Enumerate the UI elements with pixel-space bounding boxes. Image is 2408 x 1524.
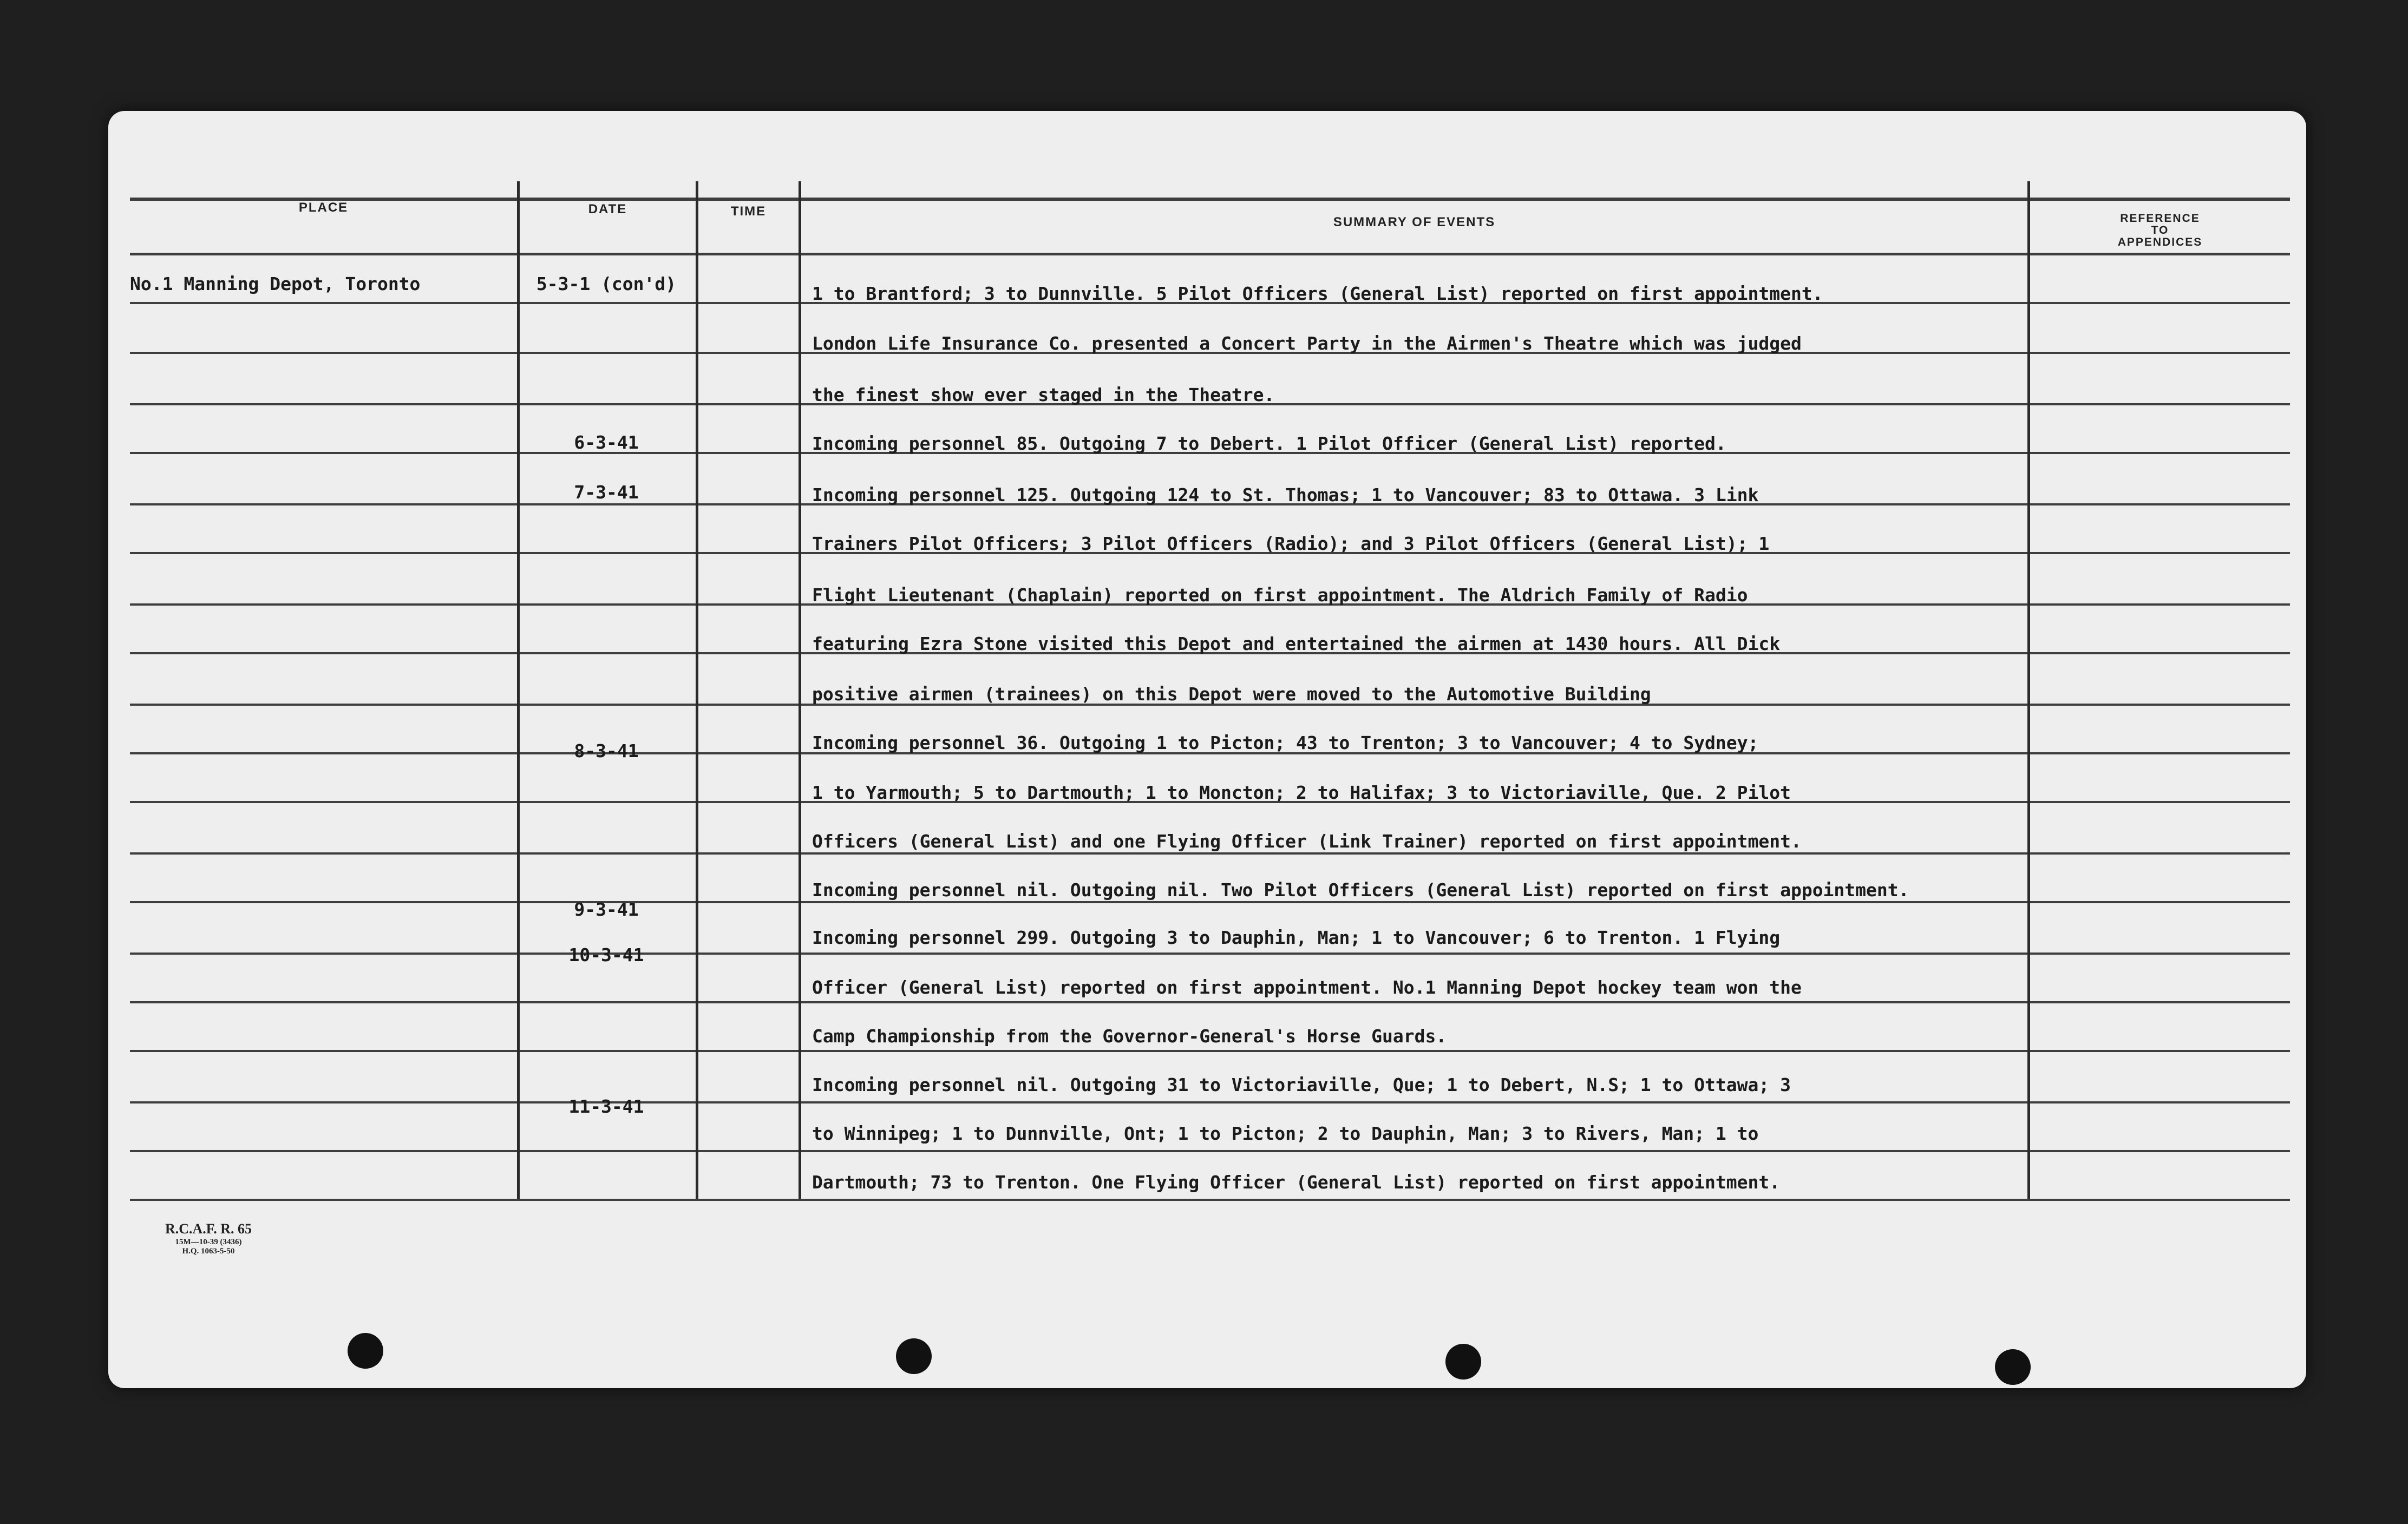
summary-line: to Winnipeg; 1 to Dunnville, Ont; 1 to Picton; 2 to Dauphin, Man; 3 to Rivers, Man; 1 to [812, 1123, 1759, 1144]
summary-line: Incoming personnel 299. Outgoing 3 to Dauphin, Man; 1 to Vancouver; 6 to Trenton. 1 Flying [812, 927, 1781, 948]
summary-line: Incoming personnel 85. Outgoing 7 to Debert. 1 Pilot Officer (General List) reported. [812, 433, 1726, 454]
header-reference-line: TO [2151, 224, 2169, 237]
form-bottom-rule [130, 1199, 2290, 1201]
header-date: DATE [588, 202, 627, 216]
header-time: TIME [730, 204, 767, 219]
summary-line: Camp Championship from the Governor-General's Horse Guards. [812, 1026, 1447, 1047]
date-cell: 10-3-41 [568, 944, 644, 965]
form-code-line: H.Q. 1063-5-50 [182, 1247, 235, 1256]
summary-line: Trainers Pilot Officers; 3 Pilot Officers (Radio); and 3 Pilot Officers (General List); 1 [812, 533, 1770, 554]
punch-hole [348, 1333, 383, 1369]
summary-line: positive airmen (trainees) on this Depot were moved to the Automotive Building [812, 684, 1651, 705]
place-cell: No.1 Manning Depot, Toronto [130, 273, 421, 294]
summary-line: featuring Ezra Stone visited this Depot and entertained the airmen at 1430 hours. All Dick [812, 633, 1781, 654]
row-rule [130, 952, 2290, 955]
header-reference-line: REFERENCE [2120, 212, 2200, 225]
row-rule [130, 852, 2290, 855]
summary-line: Incoming personnel nil. Outgoing nil. Two Pilot Officers (General List) reported on first appointment. [812, 879, 1909, 901]
date-cell: 8-3-41 [574, 740, 639, 761]
summary-line: Incoming personnel 36. Outgoing 1 to Picton; 43 to Trenton; 3 to Vancouver; 4 to Sydney; [812, 732, 1759, 753]
row-rule [130, 1150, 2290, 1152]
row-rule [130, 1001, 2290, 1003]
date-cell: 7-3-41 [574, 482, 639, 503]
diary-form-page [108, 111, 2306, 1388]
row-rule [130, 1101, 2290, 1103]
row-rule [130, 901, 2290, 903]
column-divider-place [517, 181, 520, 1199]
summary-line: Dartmouth; 73 to Trenton. One Flying Officer (General List) reported on first appointment. [812, 1172, 1781, 1193]
summary-line: Incoming personnel nil. Outgoing 31 to Victoriaville, Que; 1 to Debert, N.S; 1 to Ottawa; 3 [812, 1074, 1791, 1095]
date-cell: 6-3-41 [574, 432, 639, 453]
form-code-line: 15M—10-39 (3436) [175, 1238, 242, 1246]
row-rule [130, 1050, 2290, 1052]
punch-hole [896, 1338, 932, 1374]
summary-line: London Life Insurance Co. presented a Concert Party in the Airmen's Theatre which was judged [812, 333, 1802, 354]
summary-line: 1 to Yarmouth; 5 to Dartmouth; 1 to Moncton; 2 to Halifax; 3 to Victoriaville, Que. 2 Pilot [812, 782, 1791, 803]
summary-line: Incoming personnel 125. Outgoing 124 to St. Thomas; 1 to Vancouver; 83 to Ottawa. 3 Link [812, 484, 1759, 505]
header-bottom-rule [130, 253, 2290, 255]
summary-line: the finest show ever staged in the Theatre. [812, 384, 1275, 405]
date-cell: 5-3-1 (con'd) [536, 273, 677, 294]
summary-line: 1 to Brantford; 3 to Dunnville. 5 Pilot Officers (General List) reported on first appointment. [812, 283, 1823, 304]
summary-line: Officers (General List) and one Flying Officer (Link Trainer) reported on first appointment. [812, 831, 1802, 852]
column-divider-summary [2027, 181, 2030, 1199]
column-divider-date [696, 181, 698, 1199]
form-code-title: R.C.A.F. R. 65 [165, 1221, 252, 1237]
header-place: PLACE [298, 200, 349, 215]
punch-hole [1995, 1349, 2031, 1385]
header-reference-line: APPENDICES [2117, 236, 2203, 248]
date-cell: 9-3-41 [574, 899, 639, 920]
punch-hole [1445, 1344, 1481, 1380]
column-divider-time [799, 181, 801, 1199]
date-cell: 11-3-41 [568, 1096, 644, 1117]
form-code [127, 1220, 290, 1256]
summary-line: Flight Lieutenant (Chaplain) reported on first appointment. The Aldrich Family of Radio [812, 584, 1748, 606]
header-summary: SUMMARY OF EVENTS [1333, 215, 1496, 229]
header-reference-to-appendices [2030, 213, 2290, 248]
summary-line: Officer (General List) reported on first appointment. No.1 Manning Depot hockey team won the [812, 977, 1802, 998]
